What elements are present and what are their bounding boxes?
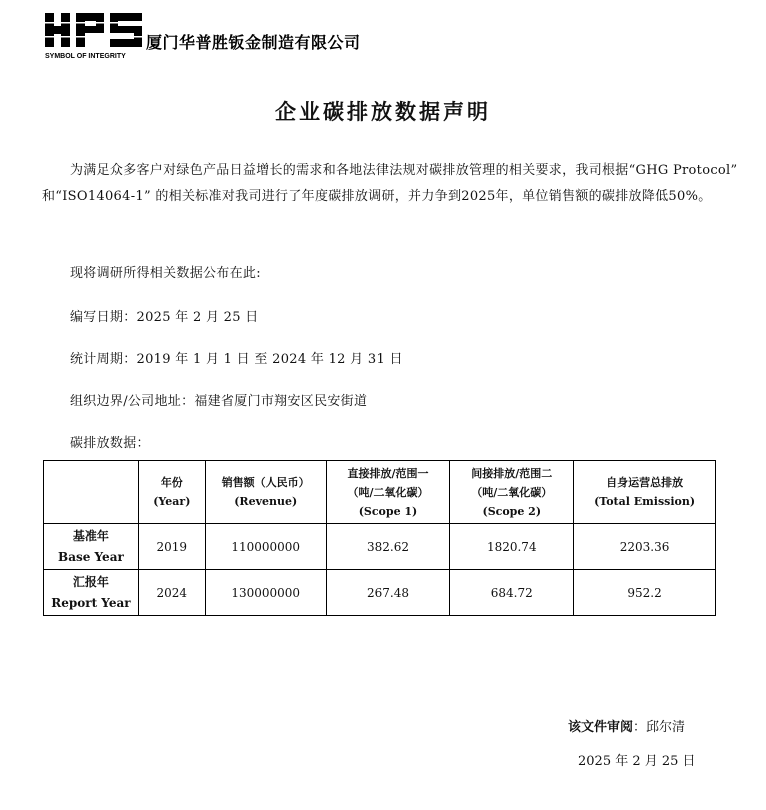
header-scope2: 间接排放/范围二 （吨/二氧化碳） (Scope 2) (450, 461, 574, 524)
table-row (44, 570, 716, 616)
header-scope1: 直接排放/范围一 （吨/二氧化碳） (Scope 1) (326, 461, 450, 524)
cell-scope2: 684.72 (450, 570, 574, 616)
data-label: 碳排放数据： (70, 436, 150, 451)
reviewer-label: 该文件审阅 (568, 720, 634, 735)
cell-scope2: 1820.74 (450, 524, 574, 570)
publish-line: 现将调研所得相关数据公布在此: (70, 266, 261, 281)
header-year: 年份 (Year) (138, 461, 205, 524)
intro-paragraph: 为满足众多客户对绿色产品日益增长的需求和各地法律法规对碳排放管理的相关要求，我司根据“GHG Protocol” 和“ISO14064-1” 的相关标准对我司进行了年度碳排放调研，并力争到2025年，单位销售额的碳排放降低50%。 (42, 163, 738, 204)
page-title: 企业碳排放数据声明 (275, 100, 491, 124)
cell-total: 2203.36 (574, 524, 716, 570)
row-label: 汇报年 Report Year (44, 570, 139, 616)
emission-table (43, 460, 716, 616)
compile-date: 编写日期：2025 年 2 月 25 日 (70, 310, 259, 325)
cell-year: 2024 (138, 570, 205, 616)
cell-revenue: 110000000 (205, 524, 326, 570)
company-logo (44, 12, 144, 60)
cell-scope1: 382.62 (326, 524, 450, 570)
reviewer-line (568, 716, 685, 735)
logo-tagline: SYMBOL OF INTEGRITY (45, 53, 126, 60)
table-row (44, 524, 716, 570)
cell-total: 952.2 (574, 570, 716, 616)
org-boundary: 组织边界/公司地址：福建省厦门市翔安区民安街道 (70, 394, 368, 409)
header-total: 自身运营总排放 (Total Emission) (574, 461, 716, 524)
cell-scope1: 267.48 (326, 570, 450, 616)
reviewer-name: ：邱尔清 (633, 720, 686, 735)
company-name: 厦门华普胜钣金制造有限公司 (146, 33, 361, 52)
cell-year: 2019 (138, 524, 205, 570)
row-label: 基准年 Base Year (44, 524, 139, 570)
header-revenue: 销售额（人民币） (Revenue) (205, 461, 326, 524)
footer-date: 2025 年 2 月 25 日 (578, 754, 696, 769)
stat-period: 统计周期：2019 年 1 月 1 日 至 2024 年 12 月 31 日 (70, 352, 403, 367)
table-header-row (44, 461, 716, 524)
cell-revenue: 130000000 (205, 570, 326, 616)
header-blank (44, 461, 139, 524)
